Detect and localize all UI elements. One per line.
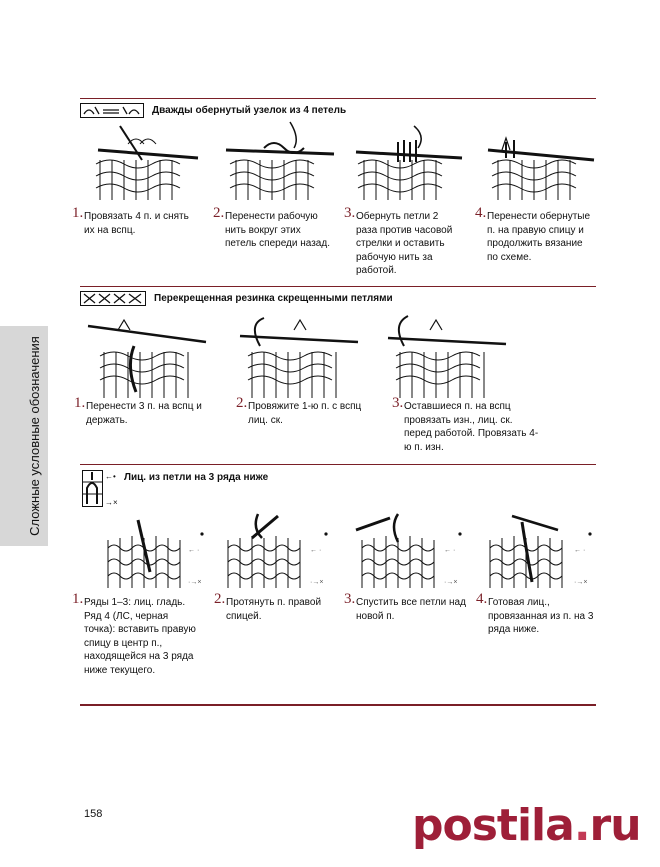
step [475, 205, 593, 264]
step-illustration [86, 316, 208, 400]
section-header [80, 288, 393, 308]
step-illustration [224, 118, 336, 202]
svg-text:→×: →× [105, 498, 118, 507]
step-illustration [238, 316, 360, 400]
svg-text:← ·: ← · [310, 547, 322, 554]
step-text: Спустить все петли над новой п. [356, 597, 466, 622]
section-rule [80, 704, 596, 706]
step-number: 2. [214, 591, 226, 607]
step-number: 4. [475, 205, 487, 221]
side-tab-label: Сложные условные обозначения [27, 336, 42, 536]
step-illustration [222, 508, 332, 592]
step-number: 3. [344, 591, 356, 607]
step [74, 395, 206, 427]
step-number: 4. [476, 591, 488, 607]
step-text: Перенести 3 п. на вспц и держать. [86, 401, 202, 426]
step-number: 3. [392, 395, 404, 411]
step [476, 591, 594, 637]
step-text: Провязать 4 п. и снять их на вспц. [84, 211, 189, 236]
section-rule [80, 464, 596, 465]
step [72, 591, 202, 677]
step-number: 2. [236, 395, 248, 411]
step-text: Обернуть петли 2 раза против часовой стрелки и оставить рабочую нить за работой. [356, 211, 453, 276]
watermark-dot: . [573, 800, 590, 851]
step-text: Ряды 1–3: лиц. гладь. Ряд 4 (ЛС, черная точка): вставить правую спицу в центр п., находящейся на 3 ряда ниже текущего. [84, 597, 196, 676]
watermark-main: postila [412, 800, 574, 851]
step [72, 205, 190, 237]
step [214, 591, 342, 623]
step-illustration [102, 512, 208, 592]
step-text: Оставшиеся п. на вспц провязать изн., лиц. ск. перед работой. Провязать 4-ю п. изн. [404, 401, 539, 453]
step [213, 205, 331, 251]
svg-text:← ·: ← · [444, 547, 456, 554]
step-text: Готовая лиц., провязанная из п. на 3 ряда ниже. [488, 597, 594, 635]
section-rule [80, 98, 596, 99]
watermark-logo [412, 800, 641, 851]
svg-text:← ·: ← · [188, 547, 200, 554]
svg-text:·→×: ·→× [188, 579, 202, 586]
step-illustration [90, 120, 200, 202]
section-title: Лиц. из петли на 3 ряда ниже [124, 471, 269, 483]
step-illustration [354, 508, 466, 592]
chart-symbol-icon [80, 103, 144, 118]
step-text: Перенести обернутые п. на правую спицу и продолжить вязание по схеме. [487, 211, 591, 263]
step-text: Протянуть п. правой спицей. [226, 597, 322, 622]
step-text: Перенести рабочую нить вокруг этих петель спереди назад. [225, 211, 330, 249]
chart-symbol-icon [82, 470, 120, 508]
section-title: Дважды обернутый узелок из 4 петель [152, 104, 347, 116]
step-illustration [486, 120, 596, 202]
step-number: 3. [344, 205, 356, 221]
svg-text:← ·: ← · [574, 547, 586, 554]
section-header [124, 467, 268, 487]
step-number: 1. [74, 395, 86, 411]
watermark-tld: ru [589, 800, 641, 851]
section-header [80, 100, 346, 120]
step-number: 2. [213, 205, 225, 221]
step [344, 205, 462, 278]
step-illustration [352, 118, 464, 202]
step-illustration [386, 314, 508, 400]
svg-text:·→×: ·→× [574, 579, 588, 586]
page-number: 158 [84, 808, 103, 820]
section-rule [80, 286, 596, 287]
chart-symbol-icon [80, 291, 146, 306]
svg-text:·→×: ·→× [444, 579, 458, 586]
step-text: Провяжите 1-ю п. с вспц лиц. ск. [248, 401, 362, 426]
svg-text:·→×: ·→× [310, 579, 324, 586]
step-number: 1. [72, 205, 84, 221]
section-title: Перекрещенная резинка скрещенными петлями [154, 292, 393, 304]
step [344, 591, 468, 623]
svg-text:←•: ←• [105, 472, 116, 481]
side-tab [0, 326, 48, 546]
step-number: 1. [72, 591, 84, 607]
step-illustration [482, 508, 596, 592]
step [236, 395, 376, 427]
step [392, 395, 542, 454]
